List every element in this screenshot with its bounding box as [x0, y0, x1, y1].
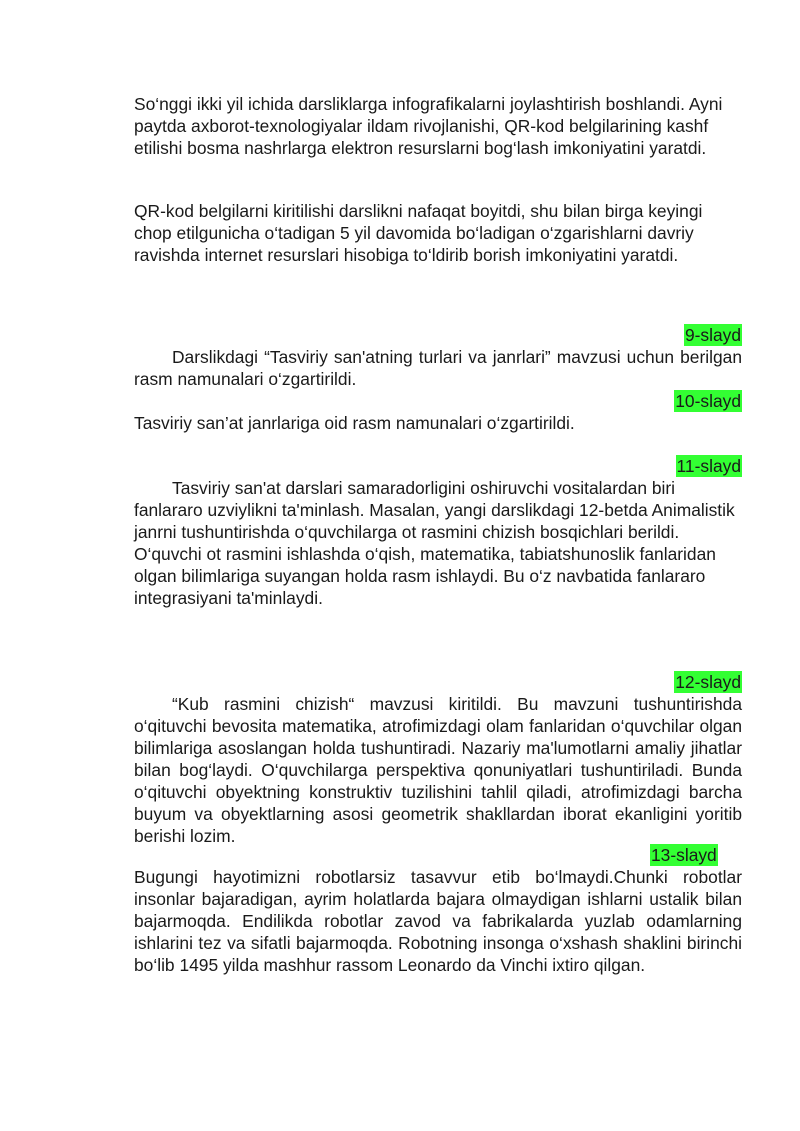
paragraph-text: QR-kod belgilarni kiritilishi darslikni nafaqat boyitdi, shu bilan birga keyingi chop etilgunicha o‘tadigan 5 yil davomida bo‘ladigan o‘zgarishlarni davriy ravishda internet resurslari hisobiga to‘ldirib borish imkoniyatini yaratdi.: [134, 201, 703, 265]
paragraph-text: Tasviriy san’at janrlariga oid rasm namunalari o‘zgartirildi.: [134, 413, 575, 433]
paragraph-slide-10: [134, 412, 742, 434]
paragraph-text: So‘nggi ikki yil ichida darsliklarga infografikalarni joylashtirish boshlandi. Ayni paytda axborot-texnologiyalar ildam rivojlanishi, QR-kod belgilarining kashf etilishi bosma nashrlarga elektron resurslarni bog‘lash imkoniyatini yaratdi.: [134, 94, 723, 158]
slide-tag-12: 12-slayd: [675, 672, 741, 692]
paragraph-slide-12: [134, 693, 742, 847]
slide-tag-10: 10-slayd: [675, 391, 741, 411]
paragraph-intro: [134, 93, 742, 159]
paragraph-qr: [134, 200, 742, 266]
paragraph-text: Bugungi hayotimizni robotlarsiz tasavvur etib bo‘lmaydi.Chunki robotlar insonlar bajaradigan, ayrim holatlarda bajara olmaydigan ishlarni ustalik bilan bajarmoqda. Endilikda robotlar zavod va fabrikalarda yuzlab odamlarning ishlarini tez va sifatli bajarmoqda. Robotning insonga o‘xshash shaklini birinchi bo‘lib 1495 yilda mashhur rassom Leonardo da Vinchi ixtiro qilgan.: [134, 867, 742, 975]
paragraph-text: Tasviriy san'at darslari samaradorligini oshiruvchi vositalardan biri fanlararo uzviylikni ta'minlash. Masalan, yangi darslikdagi 12-betda Animalistik janrni tushuntirishda o‘quvchilarga ot rasmini chizish bosqichlari berildi. O‘quvchi ot rasmini ishlashda o‘qish, matematika, tabiatshunoslik fanlaridan olgan bilimlariga suyangan holda rasm ishlaydi. Bu o‘z navbatida fanlararo integrasiyani ta'minlaydi.: [134, 478, 735, 608]
paragraph-text: Darslikdagi “Tasviriy san'atning turlari va janrlari” mavzusi uchun berilgan rasm namunalari o‘zgartirildi.: [134, 347, 742, 389]
slide-tag-9: 9-slayd: [684, 325, 741, 345]
paragraph-slide-13: [134, 866, 742, 976]
slide-tag-13: 13-slayd: [651, 845, 717, 865]
slide-tag-11: 11-slayd: [676, 456, 741, 476]
paragraph-slide-11: [134, 477, 742, 609]
paragraph-text: “Kub rasmini chizish“ mavzusi kiritildi. Bu mavzuni tushuntirishda o‘qituvchi bevosita matematika, atrofimizdagi olam fanlaridan o‘quvchilar olgan bilimlariga asoslangan holda tushuntiradi. Nazariy ma'lumotlarni amaliy jihatlar bilan bog‘laydi. O‘quvchilarga perspektiva qonuniyatlari tushuntiriladi. Bunda o‘qituvchi obyektning konstruktiv tuzilishini tahlil qiladi, atrofimizdagi barcha buyum va obyektlarning asosi geometrik shakllardan iborat ekanligini yoritib berishi lozim.: [134, 694, 742, 846]
paragraph-slide-9: [134, 346, 742, 390]
